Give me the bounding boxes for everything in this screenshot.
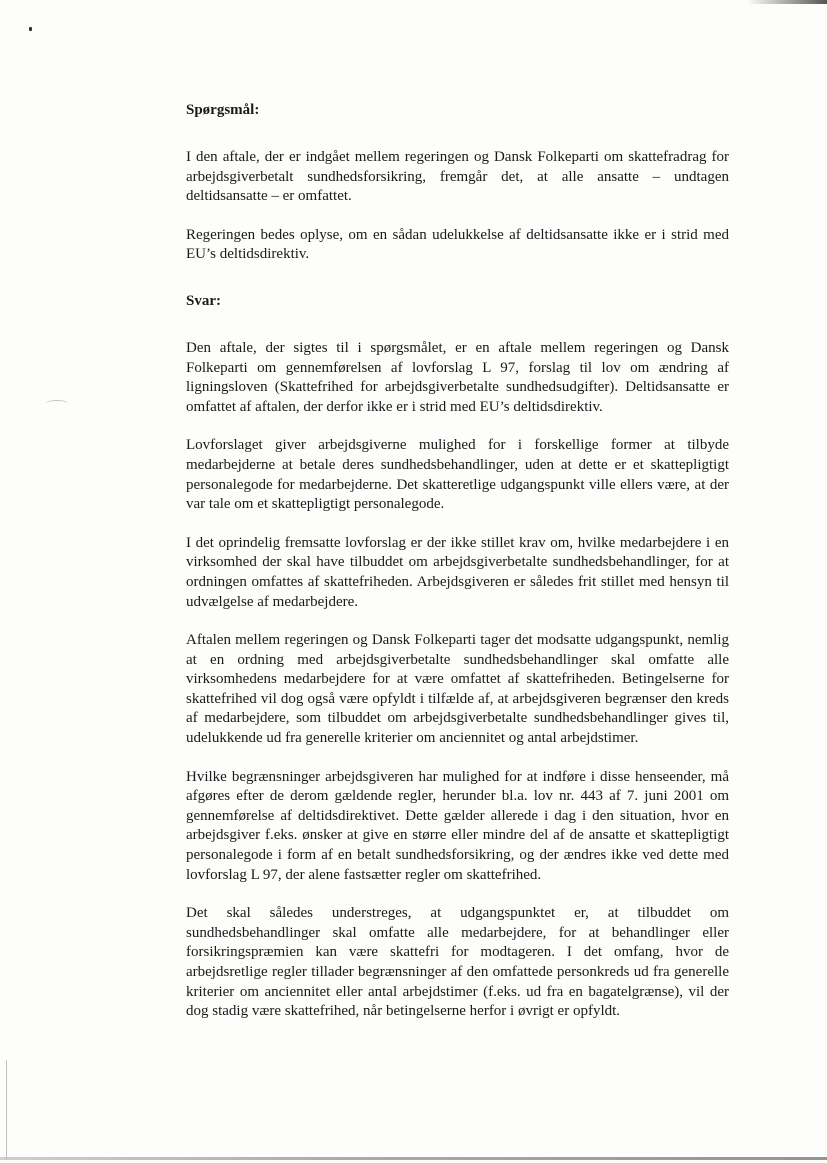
scan-edge-bottom [0, 1157, 827, 1160]
document-body [186, 100, 729, 1022]
answer-heading: Svar: [186, 292, 221, 309]
answer-paragraph-2: Lovforslaget giver arbejdsgiverne mulighed for i forskellige former at tilbyde medarbejderne at betale deres sundhedsbehandlinger, uden at dette er et skattepligtigt personalegode for medarbejderne. Det skatteretlige udgangspunkt ville ellers være, at der var tale om et skattepligtigt personalegode. [186, 437, 729, 513]
question-heading: Spørgsmål: [186, 102, 260, 118]
scan-edge-top [747, 0, 827, 4]
answer-paragraph-3: I det oprindelig fremsatte lovforslag er der ikke stillet krav om, hvilke medarbejdere i en virksomhed der skal have tilbuddet om arbejdsgiverbetalte sundhedsbehandlinger, for at ordningen omfattes af skattefriheden. Arbejdsgiveren er således frit stillet med hensyn til udvælgelse af medarbejdere. [186, 534, 729, 610]
answer-paragraph-6: Det skal således understreges, at udgangspunktet er, at tilbuddet om sundhedsbehandlinger skal omfatte alle medarbejdere, for at behandlinger eller forsikringspræmien kan være skattefri for modtageren. I det omfang, hvor de arbejdsretlige regler tillader begrænsninger af den omfattede personkreds ud fra generelle kriterier om anciennitet eller antal arbejdstimer (f.eks. ud fra en bagatelgrænse), vil der dog stadig være skattefrihed, når betingelserne herfor i øvrigt er opfyldt. [186, 905, 729, 1020]
answer-paragraph-4: Aftalen mellem regeringen og Dansk Folkeparti tager det modsatte udgangspunkt, nemlig at en ordning med arbejdsgiverbetalte sundhedsbehandlinger skal omfatte alle virksomhedens medarbejdere for at være omfattet af skattefriheden. Betingelserne for skattefrihed vil dog også være opfyldt i tilfælde af, at arbejdsgiveren begrænser den kreds af medarbejdere, som tilbuddet om arbejdsgiverbetalte sundhedsbehandlinger gives til, udelukkende ud fra generelle kriterier om anciennitet og antal arbejdstimer. [186, 632, 729, 747]
scan-speck [29, 27, 32, 31]
question-paragraph-2: Regeringen bedes oplyse, om en sådan udelukkelse af deltidsansatte ikke er i strid med EU’s deltidsdirektiv. [186, 226, 729, 263]
answer-paragraph-1: Den aftale, der sigtes til i spørgsmålet, er en aftale mellem regeringen og Dansk Folkeparti om gennemførelsen af lovforslag L 97, forslag til lov om ændring af ligningsloven (Skattefrihed for arbejdsgiverbetalte sundhedsudgifter). Deltidsansatte er omfattet af aftalen, der derfor ikke er i strid med EU’s deltidsdirektiv. [186, 339, 729, 415]
scan-edge-left [6, 1060, 7, 1160]
answer-paragraph-5: Hvilke begrænsninger arbejdsgiveren har mulighed for at indføre i disse henseender, må afgøres efter de derom gældende regler, herunder bl.a. lov nr. 443 af 7. juni 2001 om gennemførelse af deltidsdirektivet. Dette gælder allerede i dag i den situation, hvor en arbejdsgiver f.eks. ønsker at give en større eller mindre del af de ansatte et skattepligtigt personalegode i form af en betalt sundhedsforsikring, og der ændres ikke ved dette med lovforslag L 97, der alene fastsætter regler om skattefrihed. [186, 768, 729, 883]
question-paragraph-1: I den aftale, der er indgået mellem regeringen og Dansk Folkeparti om skattefradrag for arbejdsgiverbetalt sundhedsforsikring, fremgår det, at alle ansatte – undtagen deltidsansatte – er omfattet. [186, 149, 729, 205]
scan-mark [46, 400, 68, 407]
